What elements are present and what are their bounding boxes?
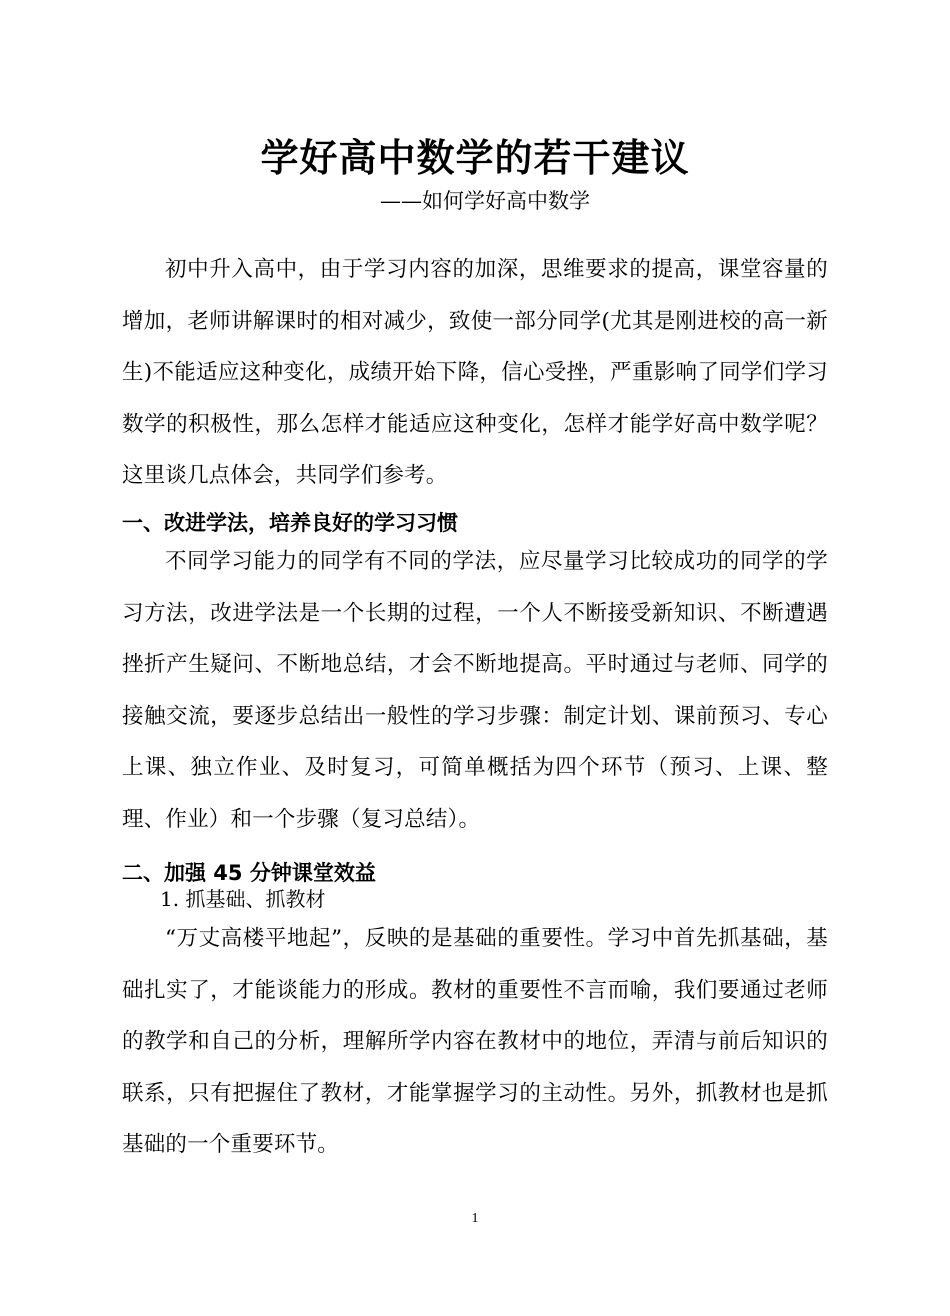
section-1-paragraph: 不同学习能力的同学有不同的学法，应尽量学习比较成功的同学的学习方法，改进学法是一个长期的过程，一个人不断接受新知识、不断遭遇挫折产生疑问、不断地总结，才会不断地提高。平时通过与老师、同学的接触交流，要逐步总结出一般性的学习步骤：制定计划、课前预习、专心上课、独立作业、及时复习，可简单概括为四个环节（预习、上课、整理、作业）和一个步骤（复习总结）。 [122, 549, 828, 832]
document-subtitle: ——如何学好高中数学 [380, 189, 590, 213]
document-title: 学好高中数学的若干建议 [260, 136, 690, 180]
section-2-paragraph: “万丈高楼平地起”，反映的是基础的重要性。学习中首先抓基础，基础扎实了，才能谈能力的形成。教材的重要性不言而喻，我们要通过老师的教学和自己的分析，理解所学内容在教材中的地位，弄清与前后知识的联系，只有把握住了教材，才能掌握学习的主动性。另外，抓教材也是抓基础的一个重要环节。 [122, 926, 828, 1158]
intro-paragraph: 初中升入高中，由于学习内容的加深，思维要求的提高，课堂容量的增加，老师讲解课时的相对减少，致使一部分同学(尤其是刚进校的高一新生)不能适应这种变化，成绩开始下降，信心受挫，严重影响了同学们学习数学的积极性，那么怎样才能适应这种变化，怎样才能学好高中数学呢？这里谈几点体会，共同学们参考。 [122, 257, 828, 489]
page-number: 1 [471, 1211, 479, 1226]
section-1-heading: 一、改进学法，培养良好的学习习惯 [122, 511, 458, 535]
section-2-heading: 二、加强 45 分钟课堂效益 [122, 861, 376, 885]
section-2-subheading: 1. 抓基础、抓教材 [160, 887, 326, 911]
